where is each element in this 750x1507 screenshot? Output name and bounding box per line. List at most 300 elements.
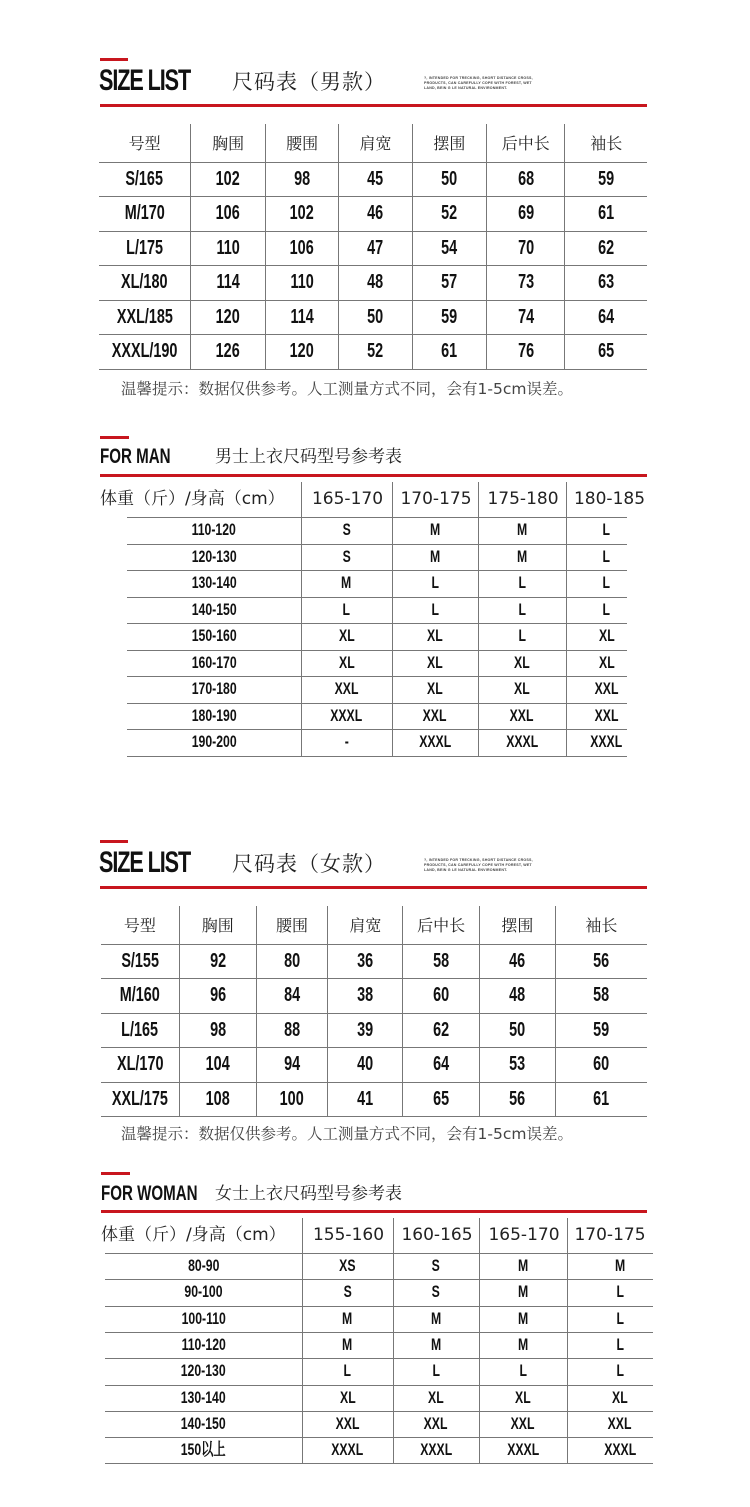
- cell-text: 41: [357, 1087, 374, 1110]
- cell-text: L: [616, 1282, 624, 1302]
- cell-text: 150以上: [181, 1440, 226, 1460]
- cell-text: XL: [612, 1387, 628, 1407]
- measurement-cell: [565, 266, 647, 301]
- recommended-size-cell: [479, 1279, 567, 1305]
- cell-text: 114: [216, 271, 240, 294]
- cell-text: 110: [216, 236, 240, 259]
- height-range-header: 155-160: [312, 1225, 385, 1245]
- measurement-cell: [487, 300, 565, 335]
- height-range-header: 160-165: [401, 1225, 473, 1245]
- measurement-cell: [412, 300, 486, 335]
- cell-text: XL: [598, 652, 615, 672]
- measurement-cell: [412, 197, 486, 232]
- recommended-size-cell: [393, 1411, 479, 1437]
- measurement-note: 温馨提示：数据仅供参考。人工测量方式不同，会有1-5cm误差。: [121, 380, 573, 398]
- measurement-cell: [555, 1048, 647, 1083]
- column-header: 腰围: [266, 124, 339, 162]
- cell-text: L: [343, 1361, 352, 1381]
- cell-text: L: [602, 520, 611, 539]
- cell-text: 48: [367, 271, 384, 294]
- section-divider: [100, 474, 647, 477]
- cell-text: M: [517, 1282, 529, 1302]
- measurement-cell: [179, 1048, 256, 1083]
- measurement-cell: [266, 231, 339, 266]
- recommended-size-cell: [566, 729, 647, 756]
- cell-text: L: [431, 573, 439, 592]
- cell-text: 96: [209, 984, 226, 1007]
- column-header: 胸围: [179, 906, 256, 944]
- weight-range-cell: [105, 1332, 302, 1358]
- cell-text: 68: [517, 167, 534, 190]
- cell-text: L: [602, 546, 611, 566]
- cell-text: 62: [433, 1018, 450, 1041]
- measurement-note: 温馨提示：数据仅供参考。人工测量方式不同，会有1-5cm误差。: [121, 1125, 573, 1143]
- recommended-size-cell: [566, 570, 647, 597]
- cell-text: L/175: [126, 236, 163, 259]
- weight-range-cell: [127, 650, 301, 677]
- cell-text: XXL/185: [116, 305, 173, 328]
- measurement-cell: [565, 162, 647, 197]
- cell-text: 56: [509, 1087, 526, 1110]
- measurement-cell: [191, 335, 266, 370]
- measurement-cell: [179, 1013, 256, 1048]
- cell-text: M: [342, 1308, 353, 1328]
- recommended-size-cell: [566, 517, 647, 544]
- cell-text: XXL: [334, 679, 359, 698]
- cell-text: XL/170: [116, 1053, 164, 1076]
- recommended-size-cell: [393, 1358, 479, 1384]
- cell-text: 58: [433, 949, 450, 972]
- section-divider: [100, 104, 647, 107]
- cell-text: 59: [593, 1018, 610, 1041]
- men-size-table: [99, 124, 647, 370]
- cell-text: L: [342, 599, 351, 619]
- cell-text: 98: [294, 167, 311, 190]
- recommended-size-cell: [479, 1411, 567, 1437]
- measurement-cell: [191, 300, 266, 335]
- cell-text: XXXL: [330, 705, 363, 725]
- cell-text: L: [431, 599, 439, 619]
- women-size-table: [101, 906, 647, 1117]
- recommended-size-cell: [301, 597, 392, 624]
- cell-text: 80-90: [187, 1256, 220, 1275]
- cell-text: 57: [441, 271, 458, 294]
- women-size-list-title: SIZE LIST: [99, 846, 191, 879]
- size-label-cell: [101, 1013, 179, 1048]
- cell-text: L: [519, 1361, 527, 1381]
- recommended-size-cell: [478, 729, 566, 756]
- cell-text: 120-130: [191, 546, 237, 566]
- cell-text: 58: [593, 984, 610, 1007]
- cell-text: 120: [290, 340, 315, 363]
- cell-text: 108: [205, 1087, 230, 1110]
- table-row: [101, 1048, 647, 1083]
- measurement-cell: [328, 979, 403, 1014]
- cell-text: 38: [357, 984, 374, 1007]
- cell-text: XXL/175: [111, 1087, 168, 1110]
- cell-text: 190-200: [191, 732, 237, 751]
- cell-text: 62: [598, 236, 615, 259]
- measurement-cell: [179, 979, 256, 1014]
- cell-text: 64: [598, 305, 615, 328]
- measurement-cell: [339, 197, 413, 232]
- cell-text: XL: [598, 626, 615, 645]
- cell-text: -: [344, 732, 349, 751]
- cell-text: XS: [339, 1256, 356, 1275]
- cell-text: M: [430, 1308, 442, 1328]
- cell-text: 102: [216, 167, 241, 190]
- recommended-size-cell: [478, 703, 566, 730]
- cell-text: 52: [367, 340, 384, 363]
- measurement-cell: [412, 335, 486, 370]
- table-row: [101, 979, 647, 1014]
- cell-text: XL: [338, 626, 355, 645]
- cell-text: S/165: [125, 167, 164, 190]
- cell-text: 54: [441, 236, 458, 259]
- recommended-size-cell: [302, 1385, 393, 1411]
- size-label-cell: [99, 231, 191, 266]
- recommended-size-cell: [301, 729, 392, 756]
- cell-text: 63: [598, 271, 615, 294]
- recommended-size-cell: [301, 650, 392, 677]
- measurement-cell: [256, 1082, 328, 1117]
- measurement-cell: [191, 231, 266, 266]
- table-row: [101, 1013, 647, 1048]
- cell-text: 180-190: [191, 705, 237, 725]
- cell-text: 88: [284, 1018, 301, 1041]
- cell-text: M: [429, 520, 441, 539]
- recommended-size-cell: [392, 597, 478, 624]
- cell-text: 36: [357, 949, 374, 972]
- cell-text: 120: [216, 305, 241, 328]
- table-header-row: [101, 906, 647, 944]
- measurement-cell: [339, 162, 413, 197]
- measurement-cell: [266, 266, 339, 301]
- recommended-size-cell: [478, 544, 566, 571]
- recommended-size-cell: [392, 703, 478, 730]
- cell-text: M: [430, 1334, 442, 1354]
- recommended-size-cell: [478, 676, 566, 703]
- cell-text: 50: [441, 167, 458, 190]
- cell-text: M: [516, 520, 528, 539]
- cell-text: 106: [216, 202, 241, 225]
- recommended-size-cell: [302, 1332, 393, 1358]
- measurement-cell: [565, 300, 647, 335]
- weight-range-cell: [105, 1411, 302, 1437]
- weight-range-cell: [105, 1437, 302, 1463]
- column-header: 后中长: [487, 124, 565, 162]
- recommended-size-cell: [566, 544, 647, 571]
- cell-text: 61: [441, 340, 458, 363]
- table-row: [101, 1082, 647, 1117]
- column-header: 摆围: [480, 906, 556, 944]
- cell-text: 92: [209, 949, 226, 972]
- measurement-cell: [412, 162, 486, 197]
- men-size-list-subtitle: 尺码表（男款）: [232, 70, 386, 94]
- measurement-cell: [487, 231, 565, 266]
- measurement-cell: [266, 300, 339, 335]
- measurement-cell: [487, 197, 565, 232]
- cell-text: 69: [517, 202, 534, 225]
- recommended-size-cell: [567, 1411, 673, 1437]
- measurement-cell: [191, 266, 266, 301]
- cell-text: 46: [367, 202, 384, 225]
- recommended-size-cell: [392, 729, 478, 756]
- cell-text: 130-140: [191, 573, 237, 592]
- recommended-size-cell: [479, 1358, 567, 1384]
- cell-text: S: [342, 546, 351, 566]
- recommended-size-cell: [566, 650, 647, 677]
- cell-text: 76: [517, 340, 534, 363]
- cell-text: M: [517, 1256, 529, 1275]
- recommended-size-cell: [566, 623, 647, 650]
- cell-text: XXL: [424, 1413, 448, 1433]
- measurement-cell: [256, 1048, 328, 1083]
- cell-text: 50: [509, 1018, 526, 1041]
- cell-text: 61: [593, 1087, 610, 1110]
- cell-text: XXL: [594, 679, 619, 698]
- measurement-cell: [403, 944, 480, 979]
- cell-text: L: [432, 1361, 440, 1381]
- cell-text: L: [602, 599, 611, 619]
- recommended-size-cell: [479, 1253, 567, 1279]
- cell-text: L: [518, 573, 526, 592]
- weight-range-cell: [105, 1279, 302, 1305]
- size-label-cell: [99, 162, 191, 197]
- measurement-cell: [179, 944, 256, 979]
- column-header: 肩宽: [339, 124, 413, 162]
- measurement-cell: [266, 162, 339, 197]
- cell-text: 110-120: [191, 520, 237, 539]
- accent-bar: [100, 840, 128, 843]
- recommended-size-cell: [478, 623, 566, 650]
- for-man-subtitle: 男士上衣尺码型号参考表: [215, 447, 402, 467]
- cell-text: XL: [427, 652, 443, 672]
- cell-text: 110-120: [181, 1334, 226, 1354]
- cell-text: XXL: [335, 1413, 360, 1433]
- recommended-size-cell: [567, 1385, 673, 1411]
- recommended-size-cell: [393, 1279, 479, 1305]
- cell-text: 60: [593, 1053, 610, 1076]
- weight-range-cell: [127, 517, 301, 544]
- women-size-list-subtitle: 尺码表（女款）: [232, 852, 386, 876]
- table-row: [99, 335, 647, 370]
- measurement-cell: [403, 1048, 480, 1083]
- cell-text: 150-160: [191, 626, 237, 645]
- measurement-cell: [480, 944, 556, 979]
- cell-text: XXL: [594, 705, 619, 725]
- column-header: 后中长: [403, 906, 480, 944]
- cell-text: XL: [427, 626, 443, 645]
- recommended-size-cell: [302, 1279, 393, 1305]
- cell-text: L: [616, 1334, 624, 1354]
- recommended-size-cell: [392, 517, 478, 544]
- cell-text: S: [431, 1282, 441, 1302]
- measurement-cell: [555, 1082, 647, 1117]
- cell-text: XL: [427, 679, 443, 698]
- cell-text: XL: [514, 652, 530, 672]
- cell-text: 170-180: [191, 679, 237, 698]
- cell-text: 114: [290, 305, 314, 328]
- cell-text: 80: [284, 949, 301, 972]
- cell-text: XL: [515, 1387, 531, 1407]
- recommended-size-cell: [479, 1332, 567, 1358]
- measurement-cell: [191, 197, 266, 232]
- measurement-cell: [266, 197, 339, 232]
- measurement-cell: [403, 1013, 480, 1048]
- measurement-cell: [487, 335, 565, 370]
- recommended-size-cell: [478, 570, 566, 597]
- cell-text: 94: [284, 1053, 301, 1076]
- section-divider: [100, 886, 647, 889]
- recommended-size-cell: [301, 623, 392, 650]
- cell-text: S: [431, 1256, 441, 1275]
- cell-text: M: [614, 1256, 626, 1275]
- measurement-cell: [412, 266, 486, 301]
- cell-text: XXXL/190: [111, 340, 178, 363]
- accent-bar: [100, 436, 129, 439]
- cell-text: S/155: [121, 949, 159, 972]
- cell-text: 59: [598, 167, 615, 190]
- recommended-size-cell: [567, 1306, 673, 1332]
- recommended-size-cell: [478, 650, 566, 677]
- cell-text: XXL: [423, 705, 447, 725]
- recommended-size-cell: [566, 597, 647, 624]
- measurement-cell: [565, 335, 647, 370]
- measurement-cell: [403, 979, 480, 1014]
- measurement-cell: [256, 1013, 328, 1048]
- cell-text: 98: [209, 1018, 226, 1041]
- recommended-size-cell: [392, 676, 478, 703]
- measurement-cell: [339, 300, 413, 335]
- cell-text: 73: [517, 271, 534, 294]
- recommended-size-cell: [392, 623, 478, 650]
- recommended-size-cell: [392, 544, 478, 571]
- measurement-cell: [480, 1048, 556, 1083]
- cell-text: M/170: [124, 202, 165, 225]
- table-row: [99, 266, 647, 301]
- cell-text: L: [602, 573, 611, 592]
- weight-range-cell: [127, 570, 301, 597]
- cell-text: 64: [433, 1053, 450, 1076]
- cell-text: XL: [338, 652, 355, 672]
- recommended-size-cell: [479, 1306, 567, 1332]
- table-row: [99, 231, 647, 266]
- for-woman-title: FOR WOMAN: [101, 1182, 198, 1205]
- cell-text: XL/180: [121, 271, 168, 294]
- weight-range-cell: [127, 676, 301, 703]
- recommended-size-cell: [301, 544, 392, 571]
- measurement-cell: [191, 162, 266, 197]
- corner-header: 体重（斤）/身高（cm）: [101, 1225, 286, 1245]
- recommended-size-cell: [393, 1253, 479, 1279]
- section-divider: [101, 1210, 647, 1213]
- cell-text: 40: [357, 1053, 374, 1076]
- measurement-cell: [179, 1082, 256, 1117]
- cell-text: 100: [280, 1087, 305, 1110]
- cell-text: M: [341, 573, 352, 592]
- recommended-size-cell: [566, 703, 647, 730]
- cell-text: XXXL: [506, 732, 538, 751]
- recommended-size-cell: [302, 1306, 393, 1332]
- cell-text: XXXL: [419, 732, 451, 751]
- measurement-cell: [256, 979, 328, 1014]
- cell-text: XXXL: [420, 1440, 452, 1460]
- weight-range-cell: [105, 1253, 302, 1279]
- measurement-cell: [555, 1013, 647, 1048]
- table-row: [99, 300, 647, 335]
- decorative-caption: ?, INTENDED FOR TRECKING, SHORT DISTANCE CROSS, PRODUCTS, CAN CAREFULLY COPE WITH FOREST, WET LAND, BEIN G LE NATURAL ENVIRONMENT.: [424, 76, 533, 90]
- cell-text: 50: [367, 305, 384, 328]
- measurement-cell: [328, 944, 403, 979]
- measurement-cell: [555, 979, 647, 1014]
- column-header: 袖长: [565, 124, 647, 162]
- cell-text: L: [518, 599, 526, 619]
- height-range-header: 170-175: [574, 1225, 646, 1245]
- recommended-size-cell: [393, 1385, 479, 1411]
- size-label-cell: [99, 197, 191, 232]
- recommended-size-cell: [479, 1385, 567, 1411]
- cell-text: L/165: [121, 1018, 159, 1041]
- cell-text: 130-140: [181, 1387, 226, 1407]
- measurement-cell: [565, 231, 647, 266]
- measurement-cell: [266, 335, 339, 370]
- cell-text: XXL: [511, 1413, 535, 1433]
- recommended-size-cell: [393, 1332, 479, 1358]
- cell-text: M: [342, 1334, 353, 1354]
- height-range-header: 170-175: [400, 489, 472, 509]
- cell-text: XXXL: [604, 1440, 636, 1460]
- cell-text: L: [616, 1308, 624, 1328]
- measurement-cell: [555, 944, 647, 979]
- weight-range-cell: [127, 729, 301, 756]
- weight-range-cell: [127, 623, 301, 650]
- cell-text: XXXL: [507, 1440, 539, 1460]
- recommended-size-cell: [302, 1437, 393, 1463]
- cell-text: 120-130: [181, 1361, 226, 1381]
- cell-text: XXXL: [331, 1440, 364, 1460]
- height-range-header: 180-185: [573, 489, 646, 509]
- recommended-size-cell: [478, 517, 566, 544]
- recommended-size-cell: [302, 1253, 393, 1279]
- measurement-cell: [256, 944, 328, 979]
- cell-text: M: [429, 546, 441, 566]
- column-header: 袖长: [555, 906, 647, 944]
- measurement-cell: [565, 197, 647, 232]
- measurement-cell: [328, 1082, 403, 1117]
- weight-range-cell: [105, 1358, 302, 1384]
- column-header: 号型: [128, 134, 161, 154]
- row-divider: [105, 1463, 653, 1464]
- recommended-size-cell: [393, 1437, 479, 1463]
- recommended-size-cell: [301, 570, 392, 597]
- measurement-cell: [487, 162, 565, 197]
- weight-range-cell: [105, 1306, 302, 1332]
- recommended-size-cell: [302, 1411, 393, 1437]
- cell-text: 126: [216, 340, 241, 363]
- cell-text: XXXL: [590, 732, 623, 751]
- men-size-list-title: SIZE LIST: [99, 64, 191, 97]
- recommended-size-cell: [478, 597, 566, 624]
- cell-text: 52: [441, 202, 458, 225]
- cell-text: 140-150: [181, 1413, 226, 1433]
- height-range-header: 165-170: [311, 489, 384, 509]
- recommended-size-cell: [567, 1332, 673, 1358]
- weight-range-cell: [127, 597, 301, 624]
- cell-text: S: [342, 520, 351, 539]
- cell-text: L: [518, 626, 526, 645]
- table-row: [99, 162, 647, 197]
